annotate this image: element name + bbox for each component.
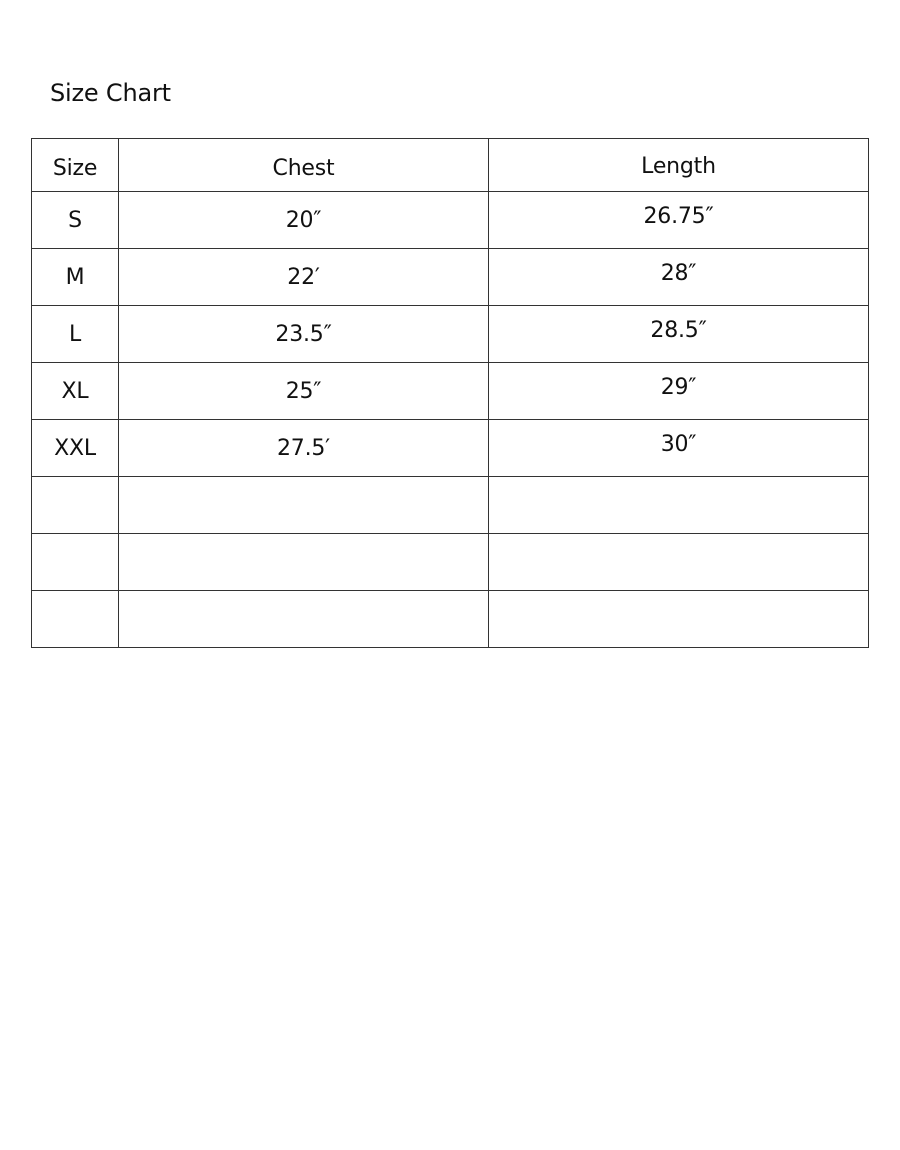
cell-size xyxy=(32,591,119,648)
table-row-empty xyxy=(32,534,869,591)
cell-chest xyxy=(119,192,489,249)
cell-size-value: XL xyxy=(61,378,89,404)
cell-length-value: 26.75″ xyxy=(643,203,714,229)
cell-length xyxy=(489,306,869,363)
column-header-length xyxy=(489,139,869,192)
size-chart-table xyxy=(31,138,869,648)
cell-size xyxy=(32,306,119,363)
cell-length xyxy=(489,534,869,591)
cell-chest-value: 27.5′ xyxy=(277,435,330,461)
table-row-empty xyxy=(32,591,869,648)
cell-size-value: L xyxy=(68,321,82,347)
table-row xyxy=(32,192,869,249)
column-header-chest-label: Chest xyxy=(272,155,335,181)
cell-size-value: XXL xyxy=(54,435,96,461)
table-row xyxy=(32,306,869,363)
cell-chest xyxy=(119,591,489,648)
cell-size-value: S xyxy=(68,207,82,233)
cell-chest-value: 20″ xyxy=(285,207,322,233)
cell-chest xyxy=(119,477,489,534)
cell-size xyxy=(32,363,119,420)
table-row xyxy=(32,420,869,477)
column-header-length-label: Length xyxy=(641,153,716,179)
cell-size xyxy=(32,192,119,249)
cell-chest-value: 25″ xyxy=(285,378,322,404)
cell-size xyxy=(32,420,119,477)
cell-chest xyxy=(119,420,489,477)
cell-length-value: 28.5″ xyxy=(650,317,707,343)
cell-length xyxy=(489,420,869,477)
cell-length xyxy=(489,363,869,420)
cell-chest xyxy=(119,534,489,591)
cell-chest-value: 23.5″ xyxy=(275,321,332,347)
page-title: Size Chart xyxy=(50,79,171,107)
cell-length xyxy=(489,192,869,249)
column-header-size xyxy=(32,139,119,192)
column-header-size-label: Size xyxy=(52,155,98,181)
cell-length xyxy=(489,477,869,534)
cell-size xyxy=(32,249,119,306)
cell-size xyxy=(32,477,119,534)
cell-length-value: 28″ xyxy=(660,260,697,286)
cell-chest xyxy=(119,306,489,363)
cell-chest xyxy=(119,249,489,306)
cell-size-value: M xyxy=(65,264,85,290)
cell-size xyxy=(32,534,119,591)
table-row xyxy=(32,249,869,306)
column-header-chest xyxy=(119,139,489,192)
cell-length-value: 30″ xyxy=(660,431,697,457)
cell-chest xyxy=(119,363,489,420)
cell-length xyxy=(489,591,869,648)
cell-length xyxy=(489,249,869,306)
table-header-row xyxy=(32,139,869,192)
cell-length-value: 29″ xyxy=(660,374,697,400)
table-row-empty xyxy=(32,477,869,534)
table-row xyxy=(32,363,869,420)
cell-chest-value: 22′ xyxy=(287,264,320,290)
